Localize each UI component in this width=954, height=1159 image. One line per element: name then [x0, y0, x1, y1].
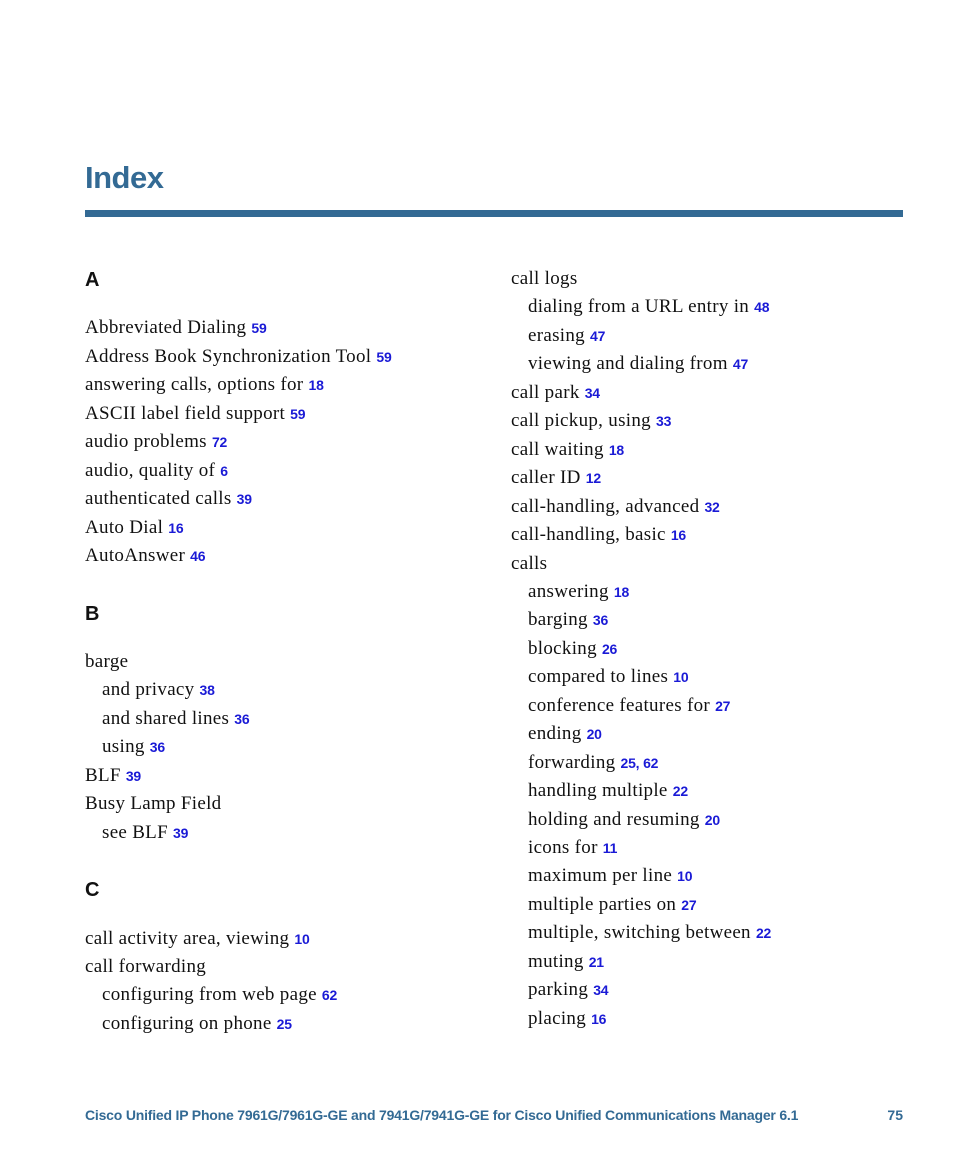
footer-page-number: 75	[887, 1107, 903, 1123]
index-term: call waiting	[511, 438, 604, 460]
index-term: authenticated calls	[85, 488, 232, 510]
page-link[interactable]: 36	[592, 612, 609, 629]
index-subentry	[528, 978, 608, 1002]
index-term: configuring on phone	[102, 1012, 272, 1034]
page-link[interactable]: 22	[755, 925, 772, 942]
index-term: placing	[528, 1007, 587, 1029]
index-term: Address Book Synchronization Tool	[85, 345, 372, 367]
page-link[interactable]: 48	[754, 299, 770, 316]
page-link[interactable]: 32	[704, 498, 720, 515]
index-entry	[85, 487, 252, 511]
page-link[interactable]: 34	[593, 982, 609, 999]
index-subentry	[528, 808, 720, 832]
page-link[interactable]: 39	[236, 491, 252, 508]
index-entry	[85, 650, 128, 674]
index-entry	[511, 523, 686, 547]
index-subentry	[528, 950, 604, 974]
index-entry	[511, 409, 671, 433]
index-subentry	[528, 893, 696, 917]
index-term: parking	[528, 979, 589, 1001]
page-link[interactable]: 36	[234, 710, 250, 727]
index-subentry	[528, 864, 692, 888]
page-link[interactable]: 11	[602, 840, 618, 856]
index-term: call forwarding	[85, 956, 207, 977]
page-link[interactable]: 6	[220, 462, 228, 479]
index-entry	[85, 544, 205, 568]
index-term: and shared lines	[102, 707, 230, 729]
index-term: compared to lines	[528, 666, 669, 688]
index-term: maximum per line	[528, 865, 673, 887]
page-link[interactable]: 20	[586, 726, 602, 743]
index-subentry	[528, 751, 658, 775]
page-link[interactable]: 46	[190, 548, 206, 565]
index-letter-heading: A	[85, 269, 100, 291]
index-term: answering	[528, 580, 609, 602]
index-subentry	[528, 324, 605, 348]
index-entry	[85, 345, 392, 369]
index-term: holding and resuming	[528, 808, 700, 830]
page-link[interactable]: 47	[732, 356, 749, 373]
page-link[interactable]: 16	[168, 519, 184, 536]
index-term: handling multiple	[528, 780, 668, 802]
index-term: conference features for	[528, 694, 711, 716]
index-term: AutoAnswer	[85, 545, 186, 567]
index-subentry	[528, 608, 608, 632]
index-entry	[511, 552, 547, 576]
page-link[interactable]: 18	[608, 441, 625, 458]
index-term: call activity area, viewing	[85, 927, 290, 949]
index-term: multiple parties on	[528, 893, 677, 915]
index-entry	[85, 516, 183, 540]
page-link[interactable]: 20	[704, 811, 720, 828]
index-term: viewing and dialing from	[528, 353, 728, 375]
page-link[interactable]: 16	[670, 527, 687, 544]
page-link[interactable]: 12	[585, 470, 601, 487]
index-entry	[85, 792, 221, 816]
page-link[interactable]: 59	[251, 320, 267, 337]
page-title: Index	[85, 160, 164, 195]
index-letter-heading: B	[85, 602, 100, 625]
index-term: muting	[528, 950, 584, 972]
index-term: calls	[511, 552, 548, 574]
page-link[interactable]: 16	[591, 1010, 607, 1027]
page-link[interactable]: 27	[715, 697, 731, 714]
index-term: using	[102, 736, 145, 758]
index-entry	[85, 927, 310, 951]
index-subentry	[102, 735, 165, 759]
index-term: call logs	[511, 268, 578, 289]
page-link[interactable]: 62	[643, 754, 659, 771]
page-separator: ,	[635, 754, 644, 771]
index-term: and privacy	[102, 679, 195, 701]
index-subentry	[528, 1007, 606, 1031]
index-subentry	[102, 1012, 292, 1036]
index-entry	[85, 459, 228, 483]
index-term: Abbreviated Dialing	[85, 317, 247, 339]
page-link[interactable]: 21	[588, 953, 604, 970]
page-link[interactable]: 10	[294, 930, 310, 947]
index-entry	[85, 402, 305, 426]
index-subentry	[528, 779, 688, 803]
index-term: forwarding	[528, 751, 616, 773]
index-term: BLF	[85, 764, 121, 786]
index-subentry	[528, 921, 771, 945]
index-term: Busy Lamp Field	[85, 793, 222, 815]
index-term: multiple, switching between	[528, 922, 751, 944]
page-link[interactable]: 59	[290, 405, 306, 422]
index-term: dialing from a URL entry in	[528, 296, 750, 318]
index-term: icons for	[528, 837, 598, 858]
index-entry	[85, 316, 267, 340]
index-entry	[511, 466, 601, 490]
index-term: Auto Dial	[85, 516, 164, 538]
footer-title: Cisco Unified IP Phone 7961G/7961G-GE and 7941G/7941G-GE for Cisco Unified Communications Manager 6.1	[85, 1107, 799, 1123]
index-term: ASCII label field support	[85, 402, 286, 424]
index-term: call-handling, basic	[511, 524, 666, 546]
index-term: audio, quality of	[85, 459, 216, 481]
index-term: caller ID	[511, 467, 581, 489]
page-link[interactable]: 18	[613, 583, 630, 600]
page-link[interactable]: 39	[173, 824, 189, 841]
index-entry	[85, 764, 141, 788]
index-subentry	[528, 295, 769, 319]
page-link[interactable]: 59	[376, 348, 392, 365]
page-link[interactable]: 26	[601, 640, 618, 657]
page-link[interactable]: 33	[656, 413, 672, 430]
index-subentry	[528, 637, 617, 661]
index-subentry	[102, 678, 215, 702]
index-entry	[511, 438, 624, 462]
index-entry	[85, 430, 227, 454]
page-link[interactable]: 25	[620, 754, 636, 771]
page-link[interactable]: 62	[321, 987, 338, 1004]
index-term: erasing	[528, 324, 585, 346]
index-subentry	[528, 352, 748, 376]
page-link[interactable]: 25	[276, 1015, 292, 1032]
index-letter-heading: C	[85, 879, 100, 902]
page-link[interactable]: 38	[199, 682, 215, 699]
page-link[interactable]: 22	[672, 783, 688, 800]
index-term: see BLF	[102, 821, 168, 843]
page-link[interactable]: 39	[125, 767, 141, 784]
index-entry	[511, 495, 720, 519]
index-term: audio problems	[85, 431, 207, 453]
index-subentry	[528, 722, 602, 746]
index-term: barging	[528, 609, 588, 631]
page-link[interactable]: 36	[149, 739, 165, 756]
page-link[interactable]: 10	[677, 868, 693, 885]
index-entry	[85, 955, 206, 979]
index-subentry	[102, 983, 337, 1007]
index-term: blocking	[528, 637, 597, 659]
index-term: call park	[511, 381, 580, 403]
index-subentry	[102, 821, 188, 845]
page-link[interactable]: 47	[590, 327, 606, 344]
index-term: barge	[85, 650, 129, 672]
index-term: ending	[528, 723, 582, 745]
page-link[interactable]: 18	[308, 377, 324, 394]
page-link[interactable]: 34	[584, 384, 600, 401]
index-entry	[85, 373, 324, 397]
index-entry	[511, 381, 600, 405]
page-link[interactable]: 72	[211, 434, 228, 451]
title-rule	[85, 210, 903, 217]
index-term: configuring from web page	[102, 984, 317, 1006]
index-subentry	[528, 694, 730, 718]
index-term: call-handling, advanced	[511, 495, 700, 517]
index-term: call pickup, using	[511, 410, 651, 432]
index-entry	[511, 267, 578, 291]
index-subentry	[528, 836, 617, 860]
index-term: answering calls, options for	[85, 374, 304, 396]
index-subentry	[102, 707, 249, 731]
index-subentry	[528, 665, 688, 689]
index-subentry	[528, 580, 629, 604]
page-link[interactable]: 27	[681, 896, 697, 913]
page-link[interactable]: 10	[673, 669, 689, 686]
